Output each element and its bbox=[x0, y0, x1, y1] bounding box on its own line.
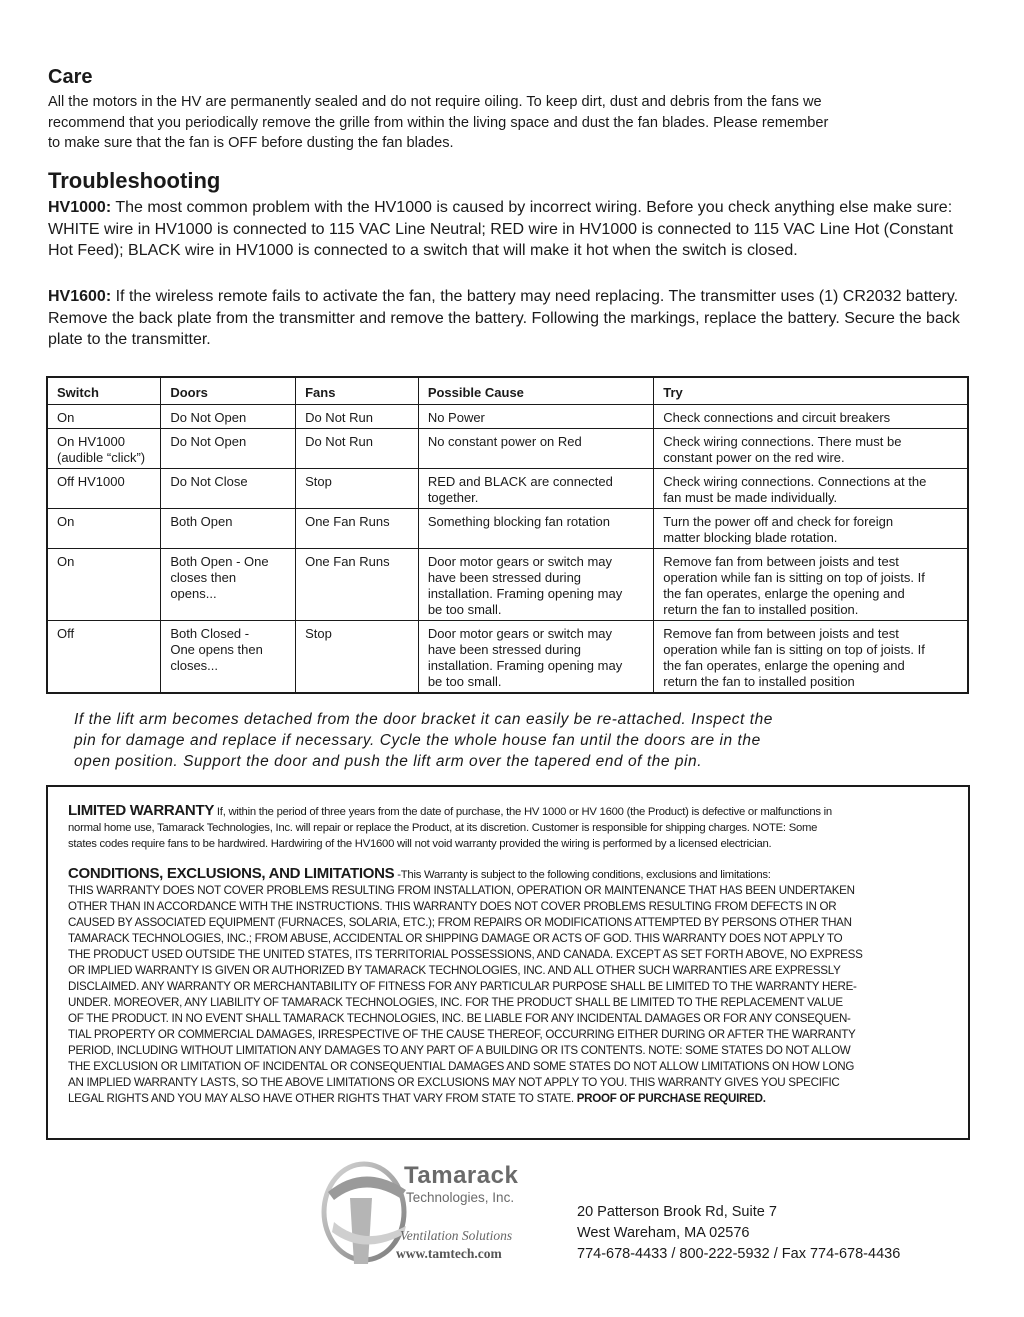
care-heading: Care bbox=[48, 66, 93, 88]
logo-name: Tamarack bbox=[404, 1162, 519, 1189]
lift-arm-note bbox=[74, 709, 954, 772]
column-header-fans: Fans bbox=[296, 377, 419, 405]
cell-switch: On bbox=[47, 405, 161, 429]
table-row bbox=[47, 509, 968, 549]
cell-fans: Do Not Run bbox=[296, 429, 419, 469]
hv1600-paragraph bbox=[48, 286, 978, 351]
cell-switch: Off bbox=[47, 621, 161, 694]
cell-doors: Both Closed - One opens then closes... bbox=[161, 621, 296, 694]
note-line: open position. Support the door and push the lift arm over the tapered end of the pin. bbox=[74, 753, 703, 770]
table-row bbox=[47, 549, 968, 621]
conditions-line: THE PRODUCT USED OUTSIDE THE UNITED STATES, ITS TERRITORIAL POSSESSIONS, AND CANADA. EXCEPT AS SET FORTH ABOVE, NO EXPRESS bbox=[68, 948, 863, 961]
cell-switch: Off HV1000 bbox=[47, 469, 161, 509]
warranty-line: normal home use, Tamarack Technologies, Inc. will repair or replace the Product, at its discretion. Customer is responsible for shipping charges. NOTE: Some bbox=[68, 822, 818, 834]
table-row bbox=[47, 469, 968, 509]
cell-doors: Do Not Open bbox=[161, 429, 296, 469]
column-header-possible-cause: Possible Cause bbox=[418, 377, 653, 405]
cell-doors: Do Not Open bbox=[161, 405, 296, 429]
cell-fans: One Fan Runs bbox=[296, 549, 419, 621]
care-line: to make sure that the fan is OFF before dusting the fan blades. bbox=[48, 135, 454, 151]
table-row bbox=[47, 429, 968, 469]
limited-warranty-title: LIMITED WARRANTY bbox=[68, 802, 215, 819]
address-line: 20 Patterson Brook Rd, Suite 7 bbox=[577, 1204, 777, 1220]
column-header-doors: Doors bbox=[161, 377, 296, 405]
conditions-line: THIS WARRANTY DOES NOT COVER PROBLEMS RESULTING FROM INSTALLATION, OPERATION OR MAINTENANCE THAT HAS BEEN UNDERTAKEN bbox=[68, 884, 855, 897]
care-line: All the motors in the HV are permanently sealed and do not require oiling. To keep dirt, dust and debris from the fans we bbox=[48, 94, 822, 110]
cell-fans: Stop bbox=[296, 621, 419, 694]
column-header-switch: Switch bbox=[47, 377, 161, 405]
cell-switch: On bbox=[47, 549, 161, 621]
warranty-line: states codes require fans to be hardwired. Hardwiring of the HV1600 will not void warranty provided the wiring is performed by a licensed electrician. bbox=[68, 838, 772, 850]
hv1000-label: HV1000: bbox=[48, 199, 112, 216]
conditions-line: THE EXCLUSION OR LIMITATION OF INCIDENTAL OR CONSEQUENTIAL DAMAGES AND SOME STATES DO NOT ALLOW LIMITATIONS ON HOW LONG bbox=[68, 1060, 855, 1073]
cell-possible-cause: Something blocking fan rotation bbox=[418, 509, 653, 549]
warranty-box bbox=[46, 785, 970, 1140]
conditions-title-line: CONDITIONS, EXCLUSIONS, AND LIMITATIONS -This Warranty is subject to the following conditions, exclusions and limitations: bbox=[68, 865, 771, 882]
cell-try: Turn the power off and check for foreign matter blocking blade rotation. bbox=[654, 509, 968, 549]
cell-possible-cause: RED and BLACK are connected together. bbox=[418, 469, 653, 509]
limited-warranty-paragraph bbox=[68, 803, 948, 852]
cell-fans: Stop bbox=[296, 469, 419, 509]
address-line: 774-678-4433 / 800-222-5932 / Fax 774-678-4436 bbox=[577, 1246, 901, 1262]
cell-doors: Do Not Close bbox=[161, 469, 296, 509]
hv1600-body: If the wireless remote fails to activate the fan, the battery may need replacing. The transmitter uses (1) CR2032 battery. Remove the back plate from the transmitter and remove the battery. Following the markings, replace the battery. Secure the back plate to the transmitter. bbox=[48, 288, 960, 348]
conditions-line: PERIOD, INCLUDING WITHOUT LIMITATION ANY DAMAGES TO ANY PART OF A BUILDING OR ITS CONTENTS. NOTE: SOME STATES DO NOT ALLOW bbox=[68, 1044, 851, 1057]
note-line: pin for damage and replace if necessary. Cycle the whole house fan until the doors are in the bbox=[74, 732, 761, 749]
cell-doors: Both Open - One closes then opens... bbox=[161, 549, 296, 621]
table-header-row bbox=[47, 377, 968, 405]
address-line: West Wareham, MA 02576 bbox=[577, 1225, 750, 1241]
conditions-line: LEGAL RIGHTS AND YOU MAY ALSO HAVE OTHER RIGHTS THAT VARY FROM STATE TO STATE. PROOF OF PURCHASE REQUIRED. bbox=[68, 1092, 766, 1105]
conditions-line: TIAL PROPERTY OR COMMERCIAL DAMAGES, IRRESPECTIVE OF THE CAUSE THEREOF, OCCURRING EITHER DURING OR AFTER THE WARRANTY bbox=[68, 1028, 856, 1041]
hv1000-paragraph bbox=[48, 197, 978, 262]
cell-fans: Do Not Run bbox=[296, 405, 419, 429]
logo-tagline: Ventilation Solutions bbox=[400, 1228, 513, 1243]
cell-try: Check wiring connections. There must be constant power on the red wire. bbox=[654, 429, 968, 469]
hv1600-label: HV1600: bbox=[48, 288, 112, 305]
care-text bbox=[48, 92, 978, 154]
cell-possible-cause: Door motor gears or switch may have been stressed during installation. Framing opening may be too small. bbox=[418, 621, 653, 694]
logo-url: www.tamtech.com bbox=[396, 1246, 502, 1261]
cell-doors: Both Open bbox=[161, 509, 296, 549]
table-body bbox=[47, 405, 968, 694]
cell-try: Check wiring connections. Connections at the fan must be made individually. bbox=[654, 469, 968, 509]
cell-try: Remove fan from between joists and test operation while fan is sitting on top of joists. If the fan operates, enlarge the opening and return the fan to installed position. bbox=[654, 549, 968, 621]
conditions-title: CONDITIONS, EXCLUSIONS, AND LIMITATIONS bbox=[68, 865, 395, 882]
tamarack-logo bbox=[320, 1152, 555, 1270]
conditions-line: CAUSED BY ASSOCIATED EQUIPMENT (FURNACES, SOLARIA, ETC.); FROM REPAIRS OR MODIFICATIONS ATTEMPTED BY PERSONS OTHER THAN bbox=[68, 916, 852, 929]
cell-possible-cause: Door motor gears or switch may have been stressed during installation. Framing opening may be too small. bbox=[418, 549, 653, 621]
cell-try: Remove fan from between joists and test operation while fan is sitting on top of joists. If the fan operates, enlarge the opening and return the fan to installed position bbox=[654, 621, 968, 694]
cell-possible-cause: No constant power on Red bbox=[418, 429, 653, 469]
company-address bbox=[577, 1202, 900, 1265]
column-header-try: Try bbox=[654, 377, 968, 405]
warranty-line: LIMITED WARRANTY If, within the period of three years from the date of purchase, the HV 1000 or HV 1600 (the Product) is defective or malfunctions in bbox=[68, 802, 832, 819]
cell-possible-cause: No Power bbox=[418, 405, 653, 429]
proof-of-purchase: PROOF OF PURCHASE REQUIRED. bbox=[576, 1092, 766, 1105]
cell-switch: On bbox=[47, 509, 161, 549]
cell-fans: One Fan Runs bbox=[296, 509, 419, 549]
conditions-line: AN IMPLIED WARRANTY LASTS, SO THE ABOVE LIMITATIONS OR EXCLUSIONS MAY NOT APPLY TO YOU. THIS WARRANTY GIVES YOU SPECIFIC bbox=[68, 1076, 840, 1089]
cell-switch: On HV1000 (audible “click”) bbox=[47, 429, 161, 469]
troubleshooting-heading: Troubleshooting bbox=[48, 168, 221, 193]
conditions-line: DISCLAIMED. ANY WARRANTY OR MERCHANTABILITY OF FITNESS FOR ANY PARTICULAR PURPOSE SHALL BE LIMITED TO THE WARRANTY HERE- bbox=[68, 980, 857, 993]
table-row bbox=[47, 621, 968, 694]
conditions-body bbox=[68, 883, 863, 1107]
troubleshooting-table bbox=[46, 376, 969, 694]
table-row bbox=[47, 405, 968, 429]
conditions-line: UNDER. MOREOVER, ANY LIABILITY OF TAMARACK TECHNOLOGIES, INC. FOR THE PRODUCT SHALL BE LIMITED TO THE REPLACEMENT VALUE bbox=[68, 996, 843, 1009]
conditions-line: OR IMPLIED WARRANTY IS GIVEN OR AUTHORIZED BY TAMARACK TECHNOLOGIES, INC. AND ALL OTHER SUCH WARRANTIES ARE EXPRESSLY bbox=[68, 964, 841, 977]
conditions-line: OF THE PRODUCT. IN NO EVENT SHALL TAMARACK TECHNOLOGIES, INC. BE LIABLE FOR ANY INCIDENTAL DAMAGES OR FOR ANY CONSEQUEN- bbox=[68, 1012, 851, 1025]
conditions-line: TAMARACK TECHNOLOGIES, INC.; FROM ABUSE, ACCIDENTAL OR SHIPPING DAMAGE OR ACTS OF GOD. THIS WARRANTY DOES NOT APPLY TO bbox=[68, 932, 843, 945]
hv1000-body: The most common problem with the HV1000 is caused by incorrect wiring. Before you check anything else make sure: WHITE wire in HV1000 is connected to 115 VAC Line Neutral; RED wire in HV1000 is connected to 115 VAC Line Hot (Constant Hot Feed); BLACK wire in HV1000 is connected to a switch that will make it hot when the switch is closed. bbox=[48, 199, 954, 259]
conditions-line: OTHER THAN IN ACCORDANCE WITH THE INSTRUCTIONS. THIS WARRANTY DOES NOT COVER PROBLEMS RESULTING FROM DEFECTS IN OR bbox=[68, 900, 837, 913]
logo-subtitle: Technologies, Inc. bbox=[406, 1190, 515, 1205]
conditions-paragraph bbox=[68, 866, 948, 1107]
note-line: If the lift arm becomes detached from the door bracket it can easily be re-attached. Inspect the bbox=[74, 711, 773, 728]
care-line: recommend that you periodically remove the grille from within the living space and dust the fan blades. Please remember bbox=[48, 114, 829, 131]
cell-try: Check connections and circuit breakers bbox=[654, 405, 968, 429]
